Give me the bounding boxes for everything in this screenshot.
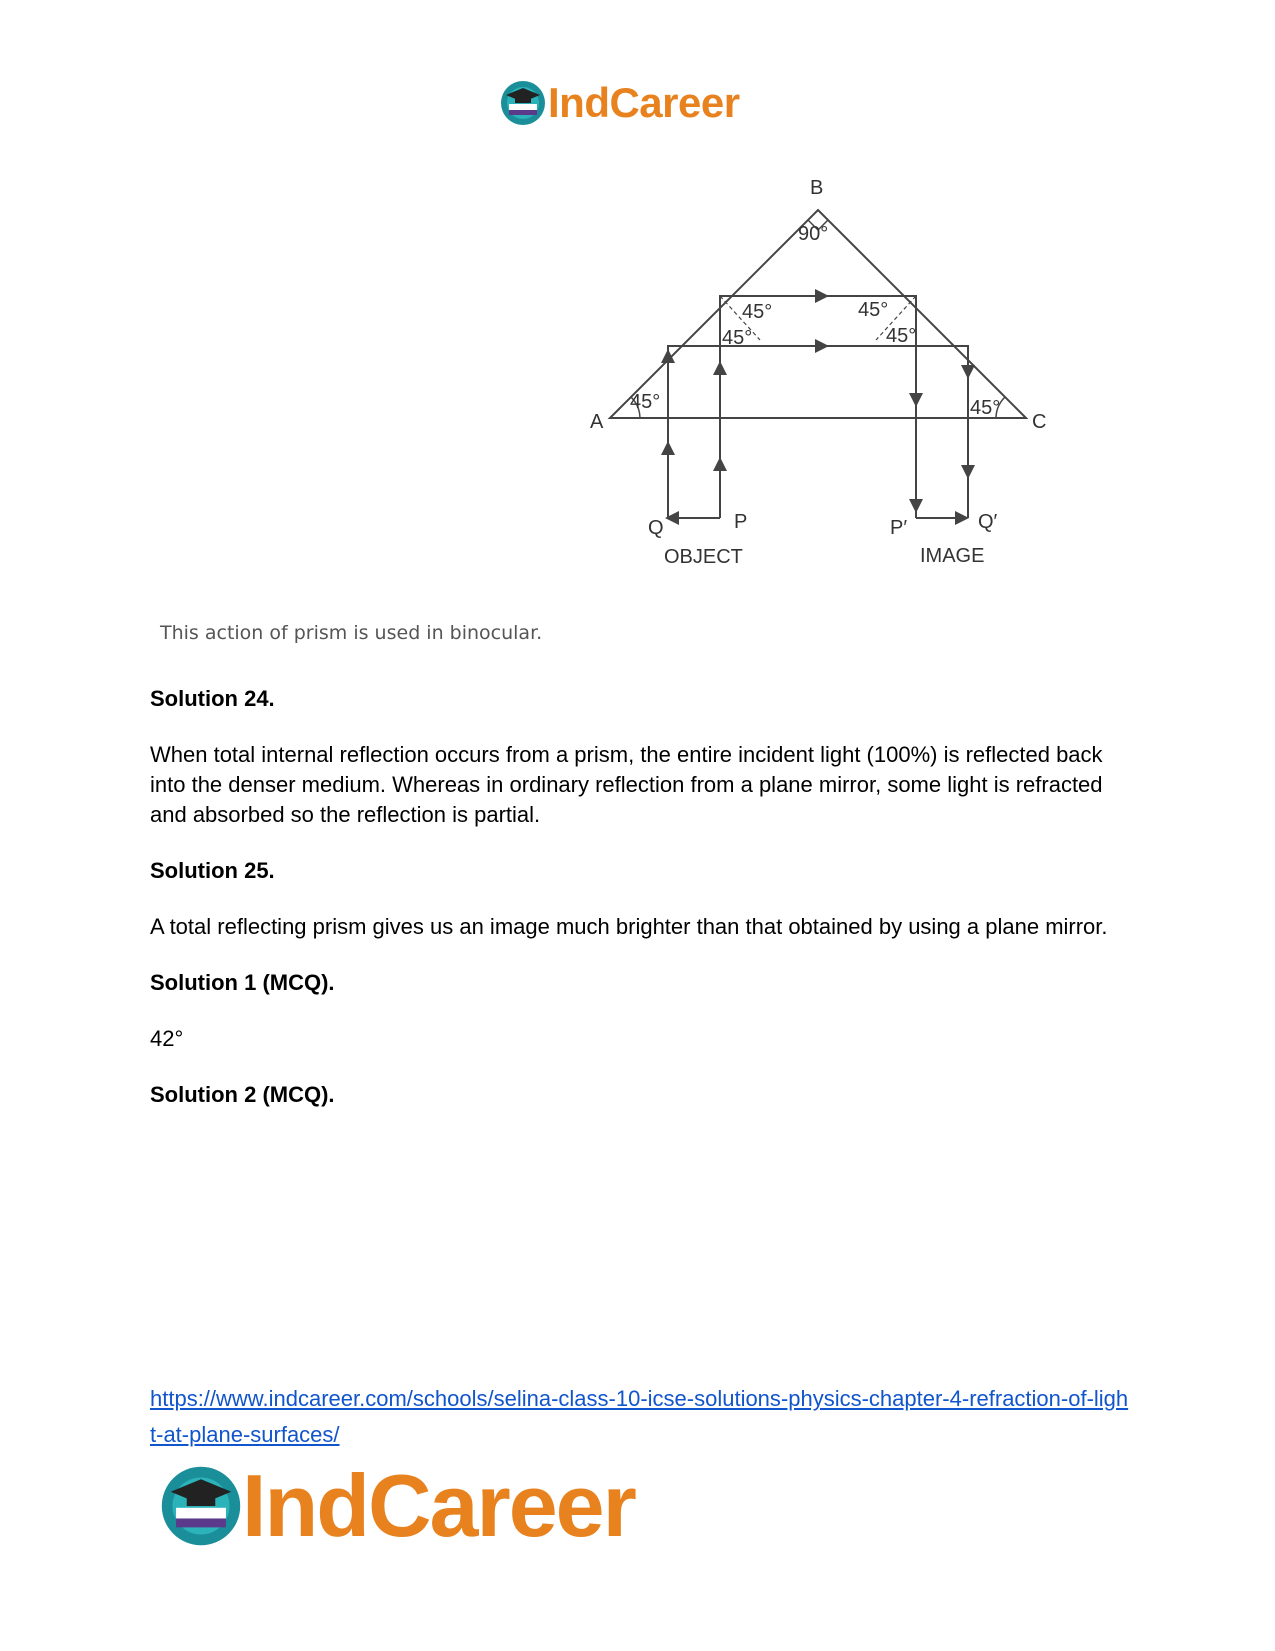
footer-logo [160,1456,635,1555]
graduation-cap-book-icon [160,1465,242,1547]
solution-25-title: Solution 25. [150,858,275,883]
label-image: IMAGE [920,545,985,567]
label-object: OBJECT [664,546,743,568]
label-angle-a: 45° [630,391,661,413]
label-inner-2: 45° [722,327,753,349]
solution-mcq-2-title: Solution 2 (MCQ). [150,1082,335,1107]
logo-text: IndCareer [548,79,740,126]
logo-text: IndCareer [242,1456,635,1555]
solution-mcq-1-title: Solution 1 (MCQ). [150,970,335,995]
solution-24-text: When total internal reflection occurs from a prism, the entire incident light (100%) is reflected back into the denser medium. Whereas in ordinary reflection from a plane mirror, some light is refracted and absorbed so the reflection is partial. [150,742,1103,827]
solution-mcq-1-text: 42° [150,1026,184,1051]
header-logo [500,80,740,126]
label-inner-4: 45° [886,325,917,347]
label-p-prime: P′ [890,517,908,539]
prism-diagram-svg [590,178,1110,598]
label-q: Q [648,517,664,539]
label-inner-3: 45° [858,299,889,321]
figure-caption: This action of prism is used in binocular. [160,622,543,644]
prism-diagram [590,178,1110,598]
label-c: C [1032,411,1047,433]
label-a: A [590,411,604,433]
label-q-prime: Q′ [978,511,998,533]
ray-outer [668,346,968,518]
label-p: P [734,511,748,533]
source-link[interactable]: https://www.indcareer.com/schools/selina-class-10-icse-solutions-physics-chapter-4-refraction-of-light-at-plane-surfaces/ [150,1386,1129,1447]
solution-25-text: A total reflecting prism gives us an image much brighter than that obtained by using a plane mirror. [150,914,1108,939]
solutions-content [150,684,1130,1136]
label-b: B [810,178,824,199]
label-inner-1: 45° [742,301,773,323]
label-angle-c: 45° [970,397,1001,419]
solution-24-title: Solution 24. [150,686,275,711]
label-angle-b: 90° [798,223,829,245]
graduation-cap-book-icon [500,80,546,126]
